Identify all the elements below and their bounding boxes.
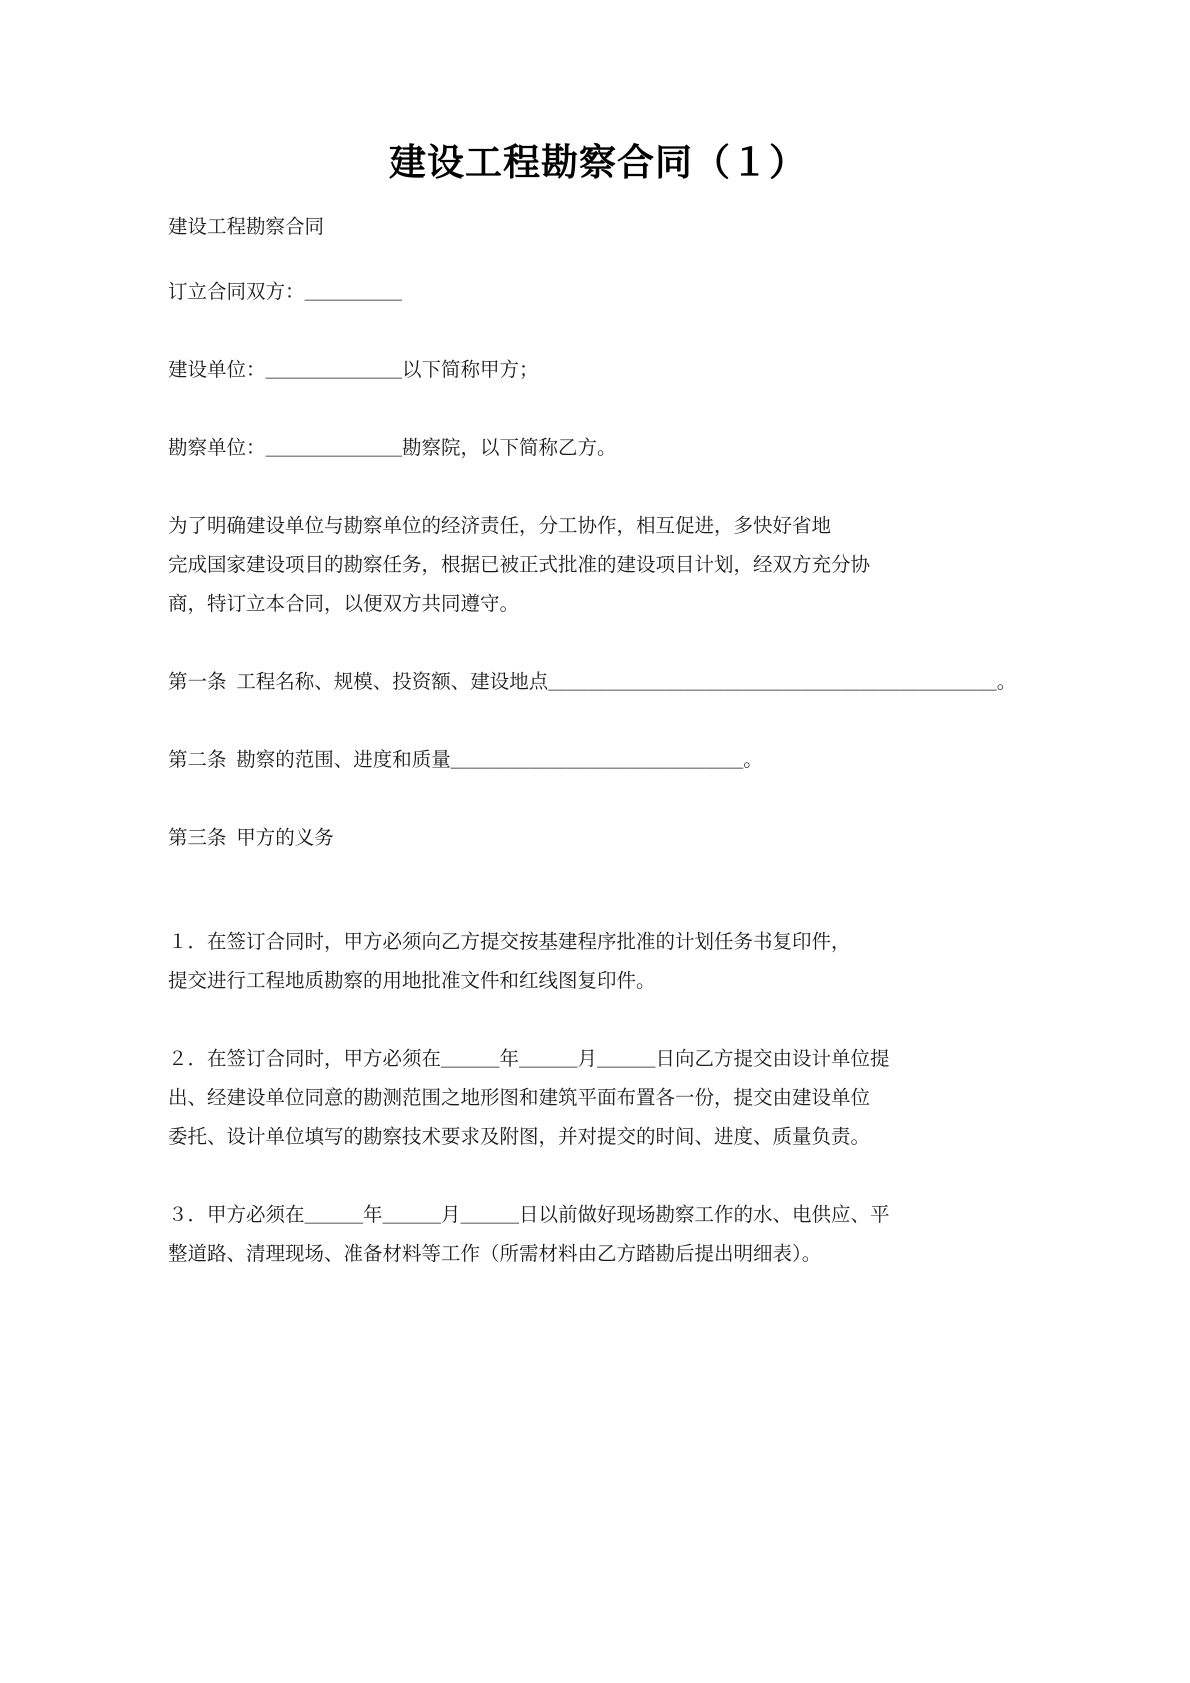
article-3 (168, 809, 1028, 848)
spacer-after-obligation-1 (168, 991, 1028, 1030)
obligation-1-text-1: １．在签订合同时，甲方必须向乙方提交按基建程序批准的计划任务书复印件， (168, 931, 851, 953)
obligation-3-text-2: 整道路、清理现场、准备材料等工作（所需材料由乙方踏勘后提出明细表）。 (168, 1243, 822, 1265)
spacer-after-party-a (168, 380, 1028, 419)
article-3-heading: 第三条 甲方的义务 (168, 827, 334, 849)
page-title: 建设工程勘察合同（１） (389, 142, 807, 183)
article-2 (168, 731, 1028, 770)
preamble-text-3: 商，特订立本合同，以便双方共同遵守。 (168, 593, 520, 615)
document-subtitle: 建设工程勘察合同 (168, 216, 325, 238)
obligation-1-text-2: 提交进行工程地质勘察的用地批准文件和红线图复印件。 (168, 970, 656, 992)
obligation-2-text-2: 出、经建设单位同意的勘测范围之地形图和建筑平面布置各一份，提交由建设单位 (168, 1087, 871, 1109)
document-content (168, 0, 1028, 1264)
spacer-after-parties-heading (168, 302, 1028, 341)
preamble-line-1 (168, 497, 1028, 536)
party-b-text: 勘察单位：＿＿＿＿＿＿＿勘察院，以下简称乙方。 (168, 437, 617, 459)
preamble-line-3 (168, 575, 1028, 614)
article-2-heading: 第二条 勘察的范围、进度和质量＿＿＿＿＿＿＿＿＿＿＿＿＿＿＿。 (168, 749, 763, 771)
spacer-before-obligation-1 (168, 887, 1028, 913)
spacer-after-article-3 (168, 848, 1028, 887)
obligation-2-text-1: ２．在签订合同时，甲方必须在＿＿＿年＿＿＿月＿＿＿日向乙方提交由设计单位提 (168, 1048, 890, 1070)
obligation-3-line-1 (168, 1186, 1028, 1225)
obligation-3-line-2 (168, 1225, 1028, 1264)
parties-heading: 订立合同双方：＿＿＿＿＿ (168, 281, 403, 303)
parties-heading-line (168, 263, 1028, 302)
obligation-2-line-1 (168, 1030, 1028, 1069)
spacer-after-preamble (168, 614, 1028, 653)
obligation-2-text-3: 委托、设计单位填写的勘察技术要求及附图，并对提交的时间、进度、质量负责。 (168, 1126, 871, 1148)
obligation-3-text-1: ３．甲方必须在＿＿＿年＿＿＿月＿＿＿日以前做好现场勘察工作的水、电供应、平 (168, 1204, 890, 1226)
preamble-text-2: 完成国家建设项目的勘察任务，根据已被正式批准的建设项目计划，经双方充分协 (168, 554, 871, 576)
spacer-after-obligation-2 (168, 1147, 1028, 1186)
document-subtitle-line (168, 198, 1028, 237)
article-1-heading: 第一条 工程名称、规模、投资额、建设地点＿＿＿＿＿＿＿＿＿＿＿＿＿＿＿＿＿＿＿＿＿＿＿。 (168, 671, 1017, 693)
spacer-after-party-b (168, 458, 1028, 497)
subtitle-spacer (168, 237, 1028, 263)
spacer-after-article-1 (168, 692, 1028, 731)
party-a-text: 建设单位：＿＿＿＿＿＿＿以下简称甲方； (168, 359, 539, 381)
obligation-1-line-1 (168, 913, 1028, 952)
party-b-line (168, 419, 1028, 458)
title-spacer (168, 186, 1028, 198)
obligation-2-line-2 (168, 1069, 1028, 1108)
party-a-line (168, 341, 1028, 380)
spacer-after-article-2 (168, 770, 1028, 809)
article-1 (168, 653, 1028, 692)
obligation-2-line-3 (168, 1108, 1028, 1147)
preamble-line-2 (168, 536, 1028, 575)
obligation-1-line-2 (168, 952, 1028, 991)
preamble-text-1: 为了明确建设单位与勘察单位的经济责任，分工协作，相互促进，多快好省地 (168, 515, 832, 537)
